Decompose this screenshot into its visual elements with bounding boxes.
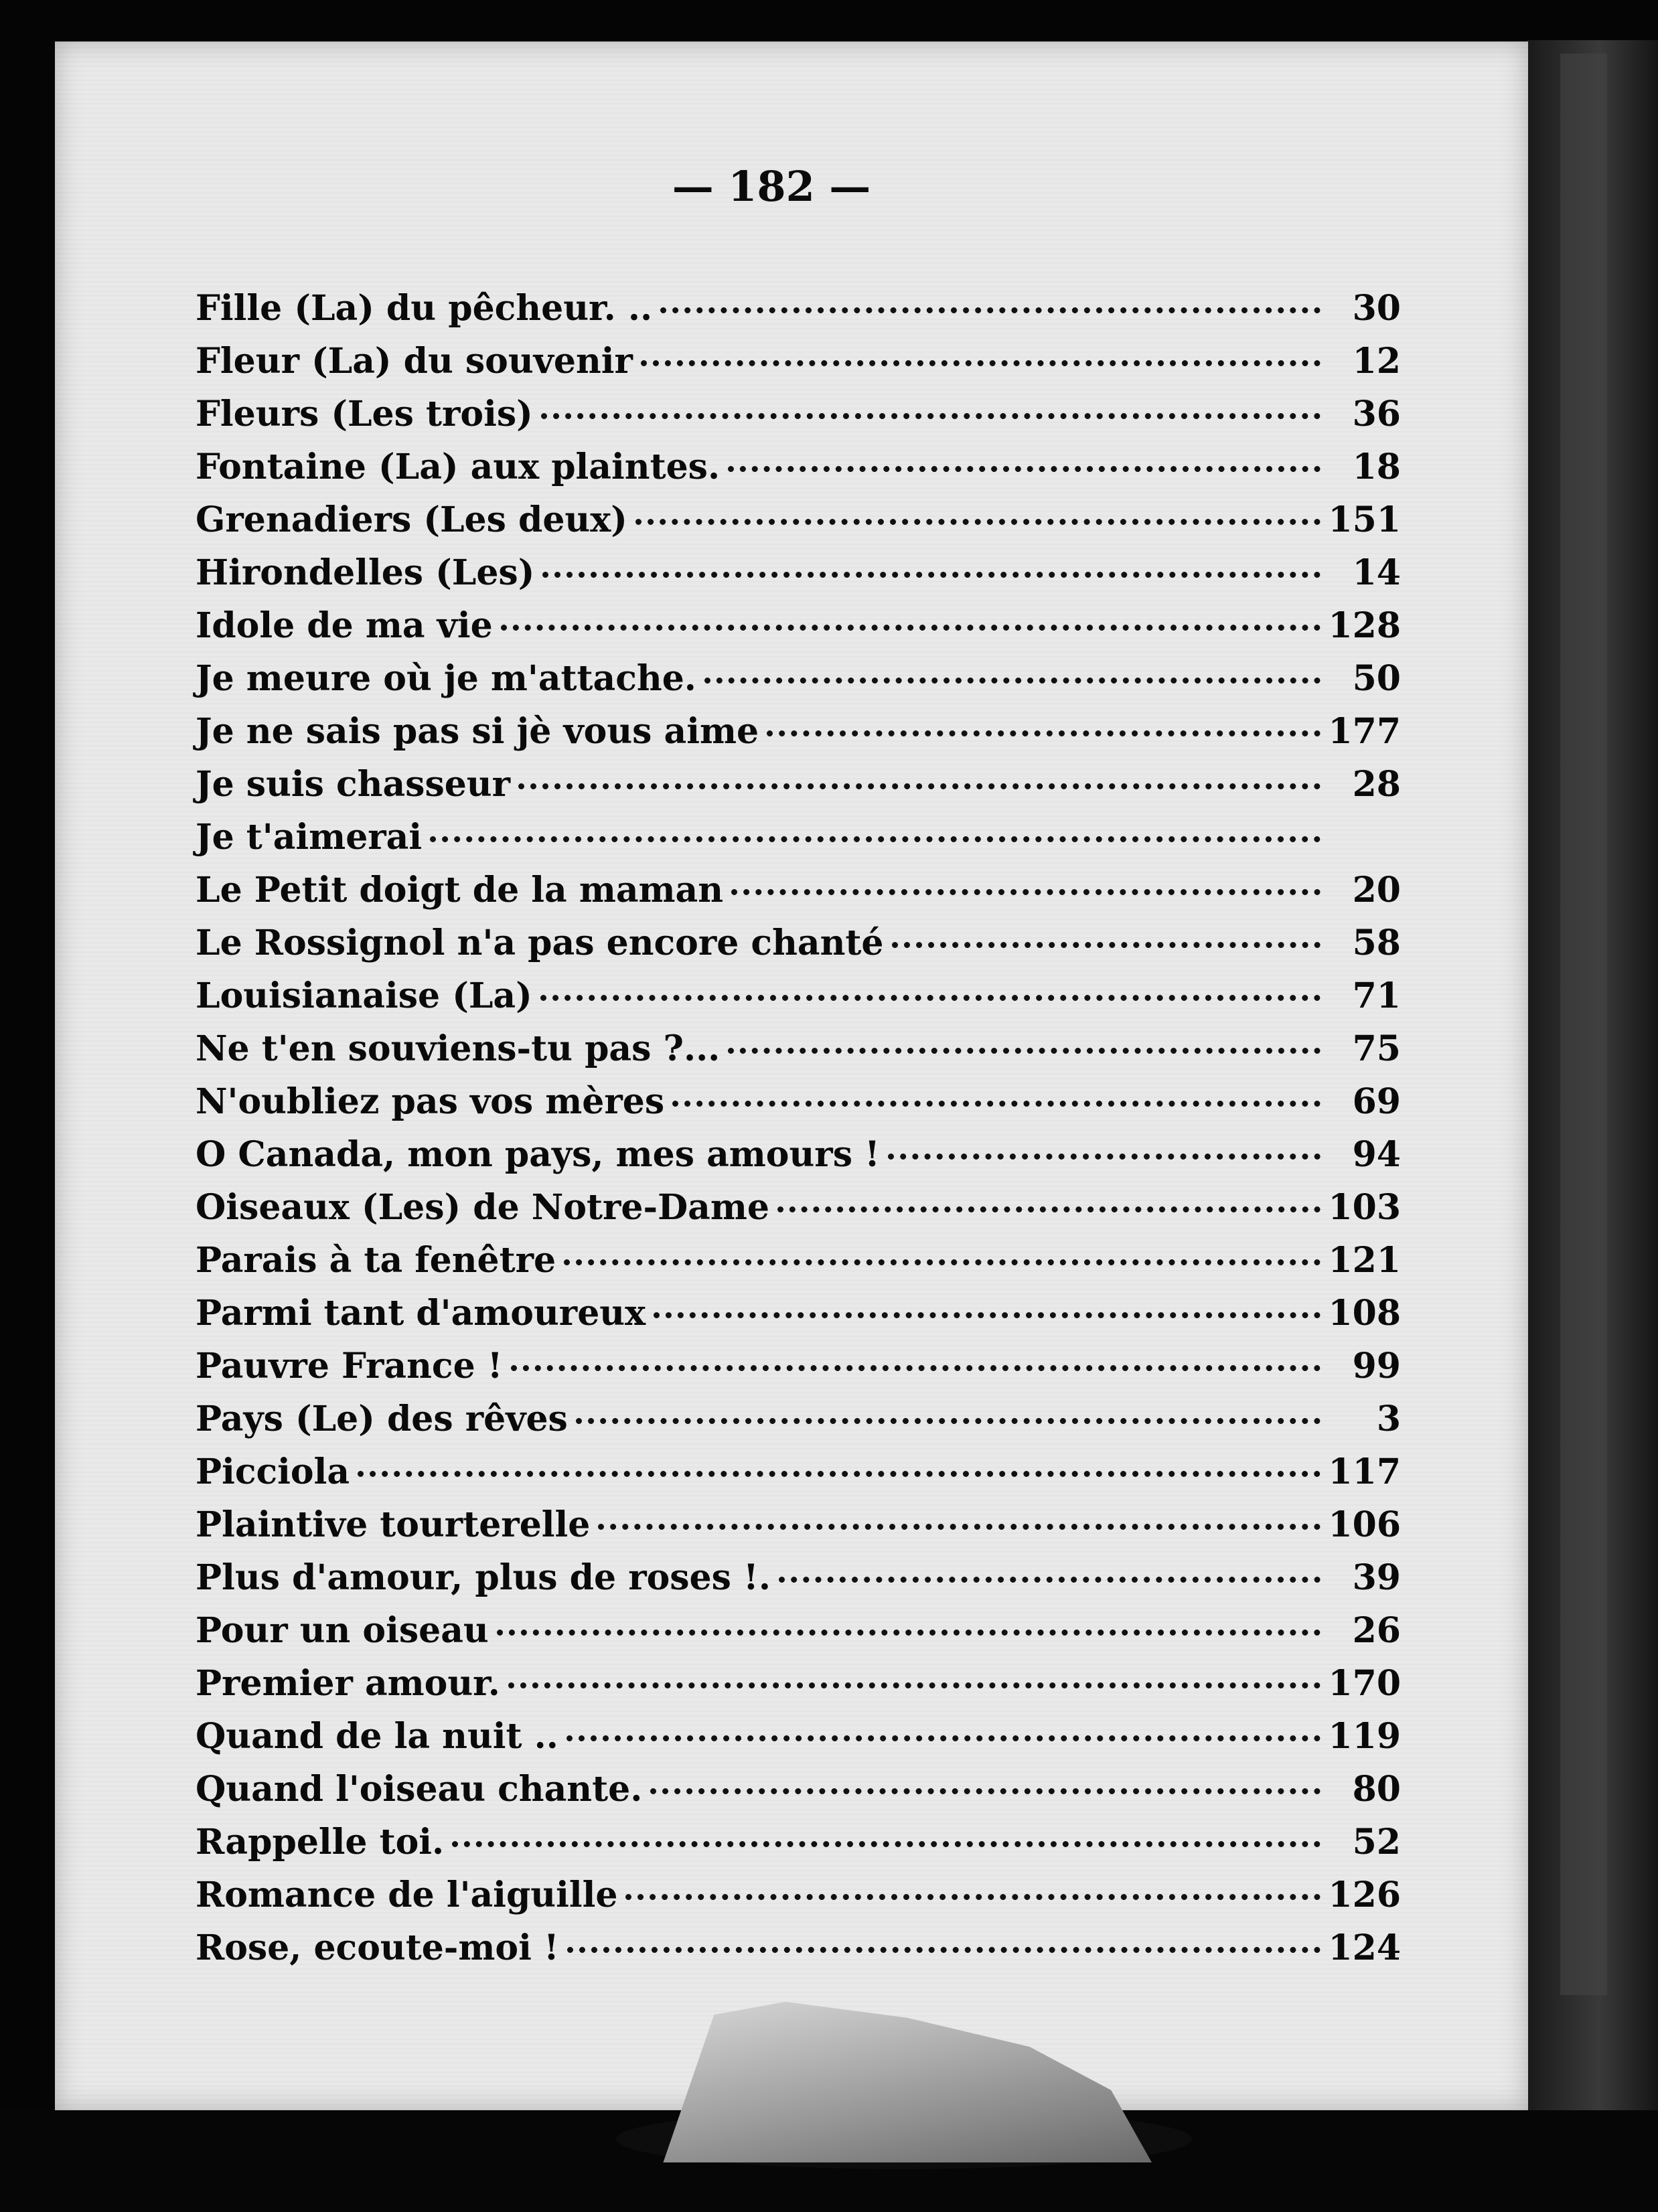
- dot-leader: [635, 519, 1321, 525]
- entry-title: Je ne sais pas si jè vous aime: [196, 711, 759, 752]
- toc-entry: [196, 394, 1401, 447]
- entry-title: Ne t'en souviens-tu pas ?...: [196, 1028, 721, 1069]
- entry-page: 26: [1352, 1610, 1401, 1651]
- toc-entry: [196, 1769, 1401, 1822]
- toc-entry: [196, 1610, 1401, 1663]
- entry-title: Grenadiers (Les deux): [196, 499, 627, 540]
- toc-entry: [196, 658, 1401, 711]
- dot-leader: [358, 1471, 1321, 1477]
- toc-entry: [196, 1293, 1401, 1346]
- entry-title: Pour un oiseau: [196, 1610, 489, 1651]
- dot-leader: [567, 1947, 1321, 1953]
- toc-entry: [196, 870, 1401, 923]
- entry-title: Hirondelles (Les): [196, 552, 535, 593]
- entry-page: 71: [1352, 975, 1401, 1016]
- dot-leader: [542, 572, 1321, 578]
- dot-leader: [540, 995, 1321, 1001]
- entry-page: 36: [1352, 394, 1401, 434]
- entry-title: Rose, ecoute-moi !: [196, 1927, 559, 1968]
- entry-page: 80: [1352, 1769, 1401, 1810]
- toc-entry: [196, 1451, 1401, 1504]
- dot-leader: [660, 307, 1321, 313]
- toc-entry: [196, 764, 1401, 817]
- entry-page: 170: [1328, 1663, 1401, 1704]
- entry-page: 14: [1352, 552, 1401, 593]
- entry-title: Je suis chasseur: [196, 764, 511, 805]
- entry-page: 3: [1376, 1399, 1401, 1439]
- entry-page: 94: [1352, 1134, 1401, 1175]
- entry-page: 108: [1328, 1293, 1401, 1334]
- toc-entry: [196, 499, 1401, 552]
- entry-title: Quand de la nuit ..: [196, 1716, 558, 1757]
- dot-leader: [625, 1894, 1321, 1900]
- entry-page: 75: [1352, 1028, 1401, 1069]
- dot-leader: [728, 466, 1321, 472]
- dot-leader: [452, 1841, 1321, 1847]
- entry-page: 69: [1352, 1081, 1401, 1122]
- toc-entry: [196, 1187, 1401, 1240]
- toc-entry: [196, 552, 1401, 605]
- dot-leader: [576, 1418, 1321, 1424]
- dot-leader: [888, 1154, 1321, 1160]
- dot-leader: [728, 1048, 1321, 1054]
- entry-page: 20: [1352, 870, 1401, 911]
- entry-page: 151: [1328, 499, 1401, 540]
- entry-page: 177: [1328, 711, 1401, 752]
- dot-leader: [767, 730, 1321, 736]
- toc-entry: [196, 817, 1401, 870]
- dot-leader: [779, 1577, 1321, 1583]
- dot-leader: [892, 942, 1321, 948]
- entry-page: 30: [1352, 288, 1401, 329]
- dot-leader: [704, 678, 1321, 684]
- entry-title: Pays (Le) des rêves: [196, 1399, 568, 1439]
- toc-entry: [196, 975, 1401, 1028]
- entry-title: Je t'aimerai: [196, 817, 423, 858]
- entry-title: Le Rossignol n'a pas encore chanté: [196, 923, 884, 963]
- entry-page: 124: [1328, 1927, 1401, 1968]
- dot-leader: [518, 783, 1321, 789]
- page-number: — 182 —: [672, 162, 871, 211]
- entry-page: 18: [1352, 447, 1401, 487]
- dot-leader: [511, 1365, 1321, 1371]
- paper-page: [55, 42, 1528, 2110]
- toc-entry: [196, 1557, 1401, 1610]
- dot-leader: [654, 1312, 1321, 1318]
- dot-leader: [497, 1630, 1321, 1636]
- toc-entry: [196, 1240, 1401, 1293]
- entry-title: Quand l'oiseau chante.: [196, 1769, 643, 1810]
- entry-title: Oiseaux (Les) de Notre-Dame: [196, 1187, 769, 1228]
- entry-title: Rappelle toi.: [196, 1822, 445, 1863]
- entry-page: 12: [1352, 341, 1401, 382]
- entry-title: Je meure où je m'attache.: [196, 658, 696, 699]
- toc-entry: [196, 1028, 1401, 1081]
- entry-page: 117: [1328, 1451, 1401, 1492]
- entry-title: Pauvre France !: [196, 1346, 503, 1387]
- toc-entry: [196, 288, 1401, 341]
- entry-page: 39: [1352, 1557, 1401, 1598]
- dot-leader: [508, 1682, 1321, 1688]
- toc-entry: [196, 1875, 1401, 1927]
- dot-leader: [650, 1788, 1321, 1794]
- toc-entry: [196, 1346, 1401, 1399]
- toc-entry: [196, 1663, 1401, 1716]
- entry-title: Louisianaise (La): [196, 975, 532, 1016]
- toc-entry: [196, 1927, 1401, 1980]
- dot-leader: [501, 625, 1321, 631]
- entry-page: 50: [1352, 658, 1401, 699]
- entry-page: 126: [1328, 1875, 1401, 1915]
- entry-page: 99: [1352, 1346, 1401, 1387]
- dot-leader: [564, 1259, 1321, 1265]
- entry-title: Premier amour.: [196, 1663, 500, 1704]
- dot-leader: [777, 1206, 1321, 1212]
- toc-entry: [196, 1134, 1401, 1187]
- entry-title: Picciola: [196, 1451, 350, 1492]
- entry-title: Romance de l'aiguille: [196, 1875, 618, 1915]
- toc-entry: [196, 1822, 1401, 1875]
- entry-title: Fleur (La) du souvenir: [196, 341, 633, 382]
- dot-leader: [672, 1101, 1321, 1107]
- toc-entry: [196, 1716, 1401, 1769]
- dot-leader: [598, 1524, 1321, 1530]
- entry-page: 119: [1328, 1716, 1401, 1757]
- book-edge-highlight: [1560, 54, 1607, 1995]
- toc-entry: [196, 1504, 1401, 1557]
- entry-page: 52: [1352, 1822, 1401, 1863]
- entry-page: 106: [1328, 1504, 1401, 1545]
- entry-page: 28: [1352, 764, 1401, 805]
- entry-page: 103: [1328, 1187, 1401, 1228]
- entry-page: 128: [1328, 605, 1401, 646]
- toc-entry: [196, 923, 1401, 975]
- toc-entry: [196, 605, 1401, 658]
- entry-title: Idole de ma vie: [196, 605, 493, 646]
- toc-entry: [196, 1399, 1401, 1451]
- dot-leader: [430, 836, 1321, 842]
- entry-title: N'oubliez pas vos mères: [196, 1081, 665, 1122]
- entry-title: Parais à ta fenêtre: [196, 1240, 556, 1281]
- entry-title: Fleurs (Les trois): [196, 394, 533, 434]
- entry-page: 121: [1328, 1240, 1401, 1281]
- entry-title: Parmi tant d'amoureux: [196, 1293, 646, 1334]
- dot-leader: [641, 360, 1321, 366]
- entry-page: 58: [1352, 923, 1401, 963]
- entry-title: Fille (La) du pêcheur. ..: [196, 288, 653, 329]
- toc-entry: [196, 711, 1401, 764]
- toc-entry: [196, 1081, 1401, 1134]
- entry-title: Plus d'amour, plus de roses !.: [196, 1557, 771, 1598]
- toc-entry: [196, 341, 1401, 394]
- dot-leader: [731, 889, 1321, 895]
- entry-title: Fontaine (La) aux plaintes.: [196, 447, 721, 487]
- entry-title: Plaintive tourterelle: [196, 1504, 591, 1545]
- toc-entry: [196, 447, 1401, 499]
- entry-title: Le Petit doigt de la maman: [196, 870, 724, 911]
- entry-title: O Canada, mon pays, mes amours !: [196, 1134, 880, 1175]
- dot-leader: [567, 1735, 1321, 1741]
- dot-leader: [541, 413, 1321, 419]
- table-of-contents: [196, 288, 1401, 1980]
